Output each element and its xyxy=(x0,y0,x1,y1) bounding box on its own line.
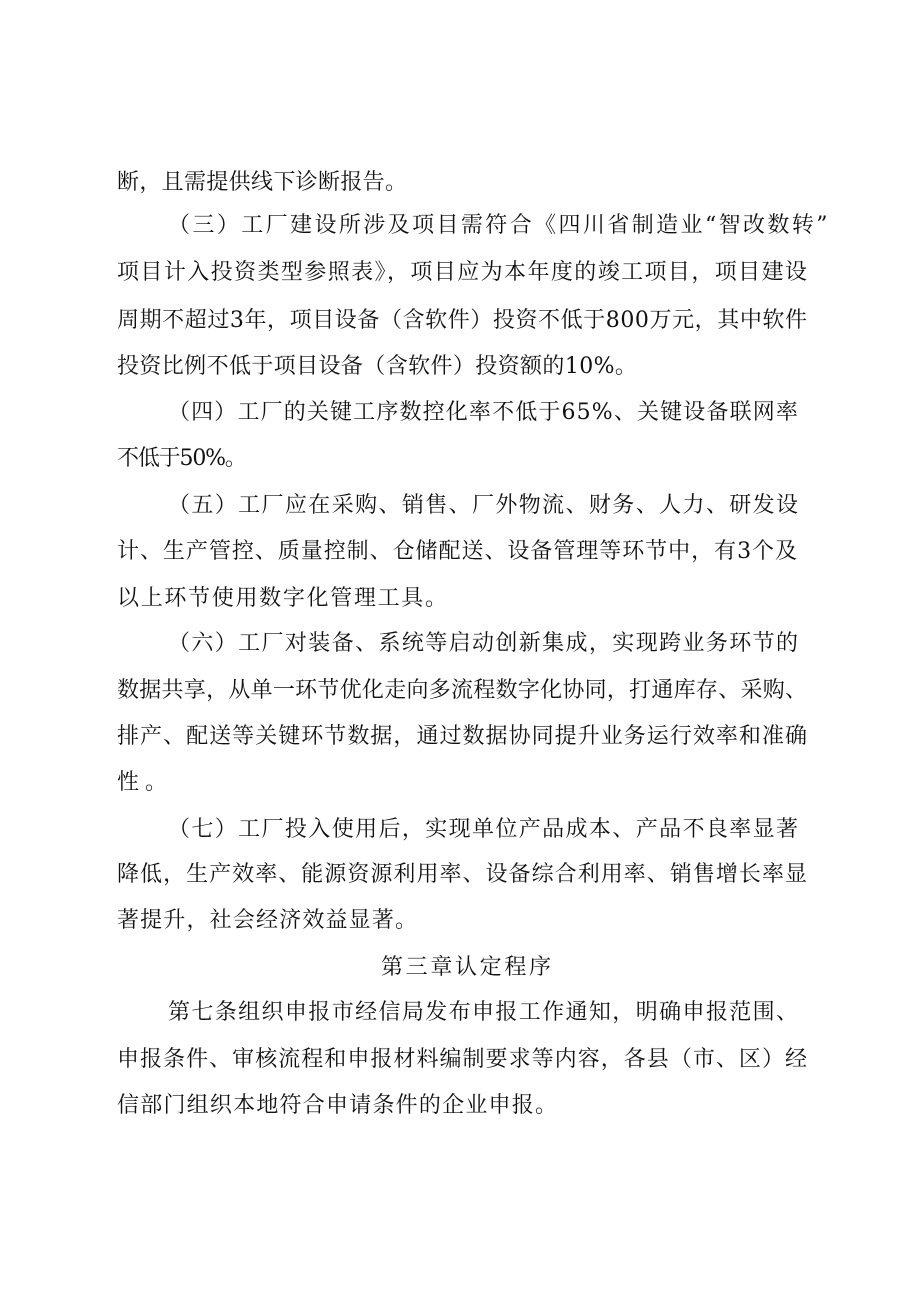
text-line: 排产、配送等关键环节数据，通过数据协同提升业务运行效率和准确 xyxy=(117,724,809,749)
text-line: 以上环节使用数字化管理工具。 xyxy=(117,586,449,611)
text-line: 计、生产管控、质量控制、仓储配送、设备管理等环节中，有3个及 xyxy=(117,539,798,564)
text-line: 数据共享，从单一环节优化走向多流程数字化协同，打通库存、采购、 xyxy=(117,678,808,703)
text-line: （七）工厂投入使用后，实现单位产品成本、产品不良率显著 xyxy=(168,817,800,842)
text-line: 项目计入投资类型参照表》，项目应为本年度的竣工项目，项目建设 xyxy=(117,260,809,285)
text-line: 降低，生产效率、能源资源利用率、设备综合利用率、销售增长率显 xyxy=(117,862,809,887)
text-line: 周期不超过3年，项目设备（含软件）投资不低于800万元，其中软件 xyxy=(117,308,808,333)
text-line: 著提升，社会经济效益显著。 xyxy=(117,908,419,933)
text-line: （五）工厂应在采购、销售、厂外物流、财务、人力、研发设 xyxy=(168,493,800,518)
text-line: 性。 xyxy=(117,770,174,795)
text-line: 第七条组织申报市经信局发布申报工作通知，明确申报范围、 xyxy=(168,1000,800,1025)
text-line: （三）工厂建设所涉及项目需符合《四川省制造业“智改数转” xyxy=(168,213,830,238)
text-line: （四）工厂的关键工序数控化率不低于65%、关键设备联网率 xyxy=(168,400,800,425)
text-line: 不低于50%。 xyxy=(117,446,246,471)
text-line: 投资比例不低于项目设备（含软件）投资额的10%。 xyxy=(117,354,638,379)
text-line: 申报条件、审核流程和申报材料编制要求等内容，各县（市、区）经 xyxy=(117,1047,809,1072)
text-line: （六）工厂对装备、系统等启动创新集成，实现跨业务环节的 xyxy=(168,631,800,656)
text-line: 断，且需提供线下诊断报告。 xyxy=(117,170,408,195)
text-line: 信部门组织本地符合申请条件的企业申报。 xyxy=(117,1093,559,1118)
chapter-heading: 第三章认定程序 xyxy=(381,955,554,980)
